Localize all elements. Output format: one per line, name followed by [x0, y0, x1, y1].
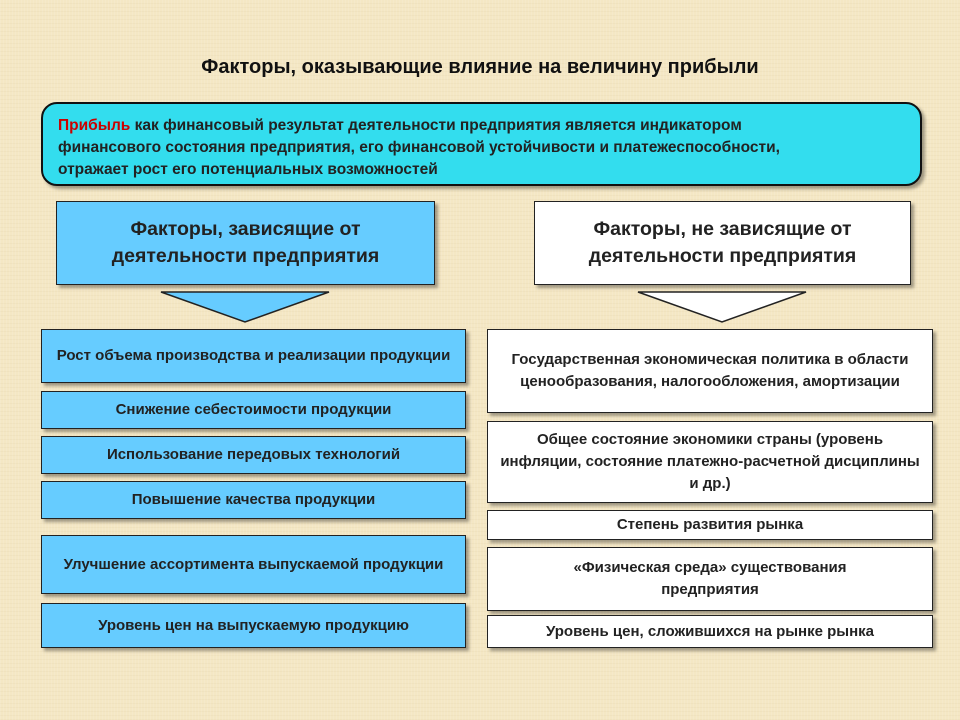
internal-factor-text: Уровень цен на выпускаемую продукцию	[98, 616, 409, 634]
internal-factor-text: Снижение себестоимости продукции	[115, 401, 392, 418]
internal-factor-item	[41, 391, 466, 429]
external-factor-item	[487, 510, 933, 540]
external-factor-text: «Физическая среда» существования предприятия	[573, 559, 847, 598]
internal-factor-item	[41, 481, 466, 519]
external-factors-header-text: Факторы, не зависящие от деятельности предприятия	[588, 218, 857, 267]
profit-highlight: Прибыль	[58, 117, 131, 134]
definition-line-3: отражает рост его потенциальных возможностей	[58, 161, 438, 178]
external-factor-item	[487, 421, 933, 503]
external-factor-text: Государственная экономическая политика в области ценообразования, налогообложения, амортизации	[511, 351, 909, 390]
internal-factor-item	[41, 436, 466, 474]
down-arrow-right	[637, 291, 807, 323]
internal-factor-item	[41, 329, 466, 383]
internal-factor-text: Повышение качества продукции	[131, 491, 376, 508]
definition-line-2: финансового состояния предприятия, его финансовой устойчивости и платежеспособности,	[58, 139, 780, 156]
internal-factors-header-text: Факторы, зависящие от деятельности предприятия	[111, 218, 380, 267]
internal-factors-header	[56, 201, 435, 285]
definition-line-1-text: как финансовый результат деятельности предприятия является индикатором	[130, 117, 742, 134]
external-factor-text: Степень развития рынка	[616, 516, 804, 533]
down-arrow-left	[160, 291, 330, 323]
external-factor-item	[487, 329, 933, 413]
internal-factor-text: Использование передовых технологий	[106, 446, 401, 463]
definition-line-1	[58, 115, 920, 137]
internal-factor-item	[41, 535, 466, 594]
external-factor-text: Уровень цен, сложившихся на рынке рынка	[545, 622, 875, 640]
external-factor-text: Общее состояние экономики страны (уровень инфляции, состояние платежно-расчетной дисциплины и др.)	[500, 431, 920, 492]
profit-definition-box	[41, 102, 922, 186]
internal-factor-item	[41, 603, 466, 648]
internal-factor-text: Рост объема производства и реализации продукции	[56, 347, 451, 364]
internal-factor-text: Улучшение ассортимента выпускаемой продукции	[63, 555, 444, 573]
external-factor-item	[487, 615, 933, 648]
external-factors-header	[534, 201, 911, 285]
diagram-title: Факторы, оказывающие влияние на величину прибыли	[201, 56, 759, 78]
external-factor-item	[487, 547, 933, 611]
